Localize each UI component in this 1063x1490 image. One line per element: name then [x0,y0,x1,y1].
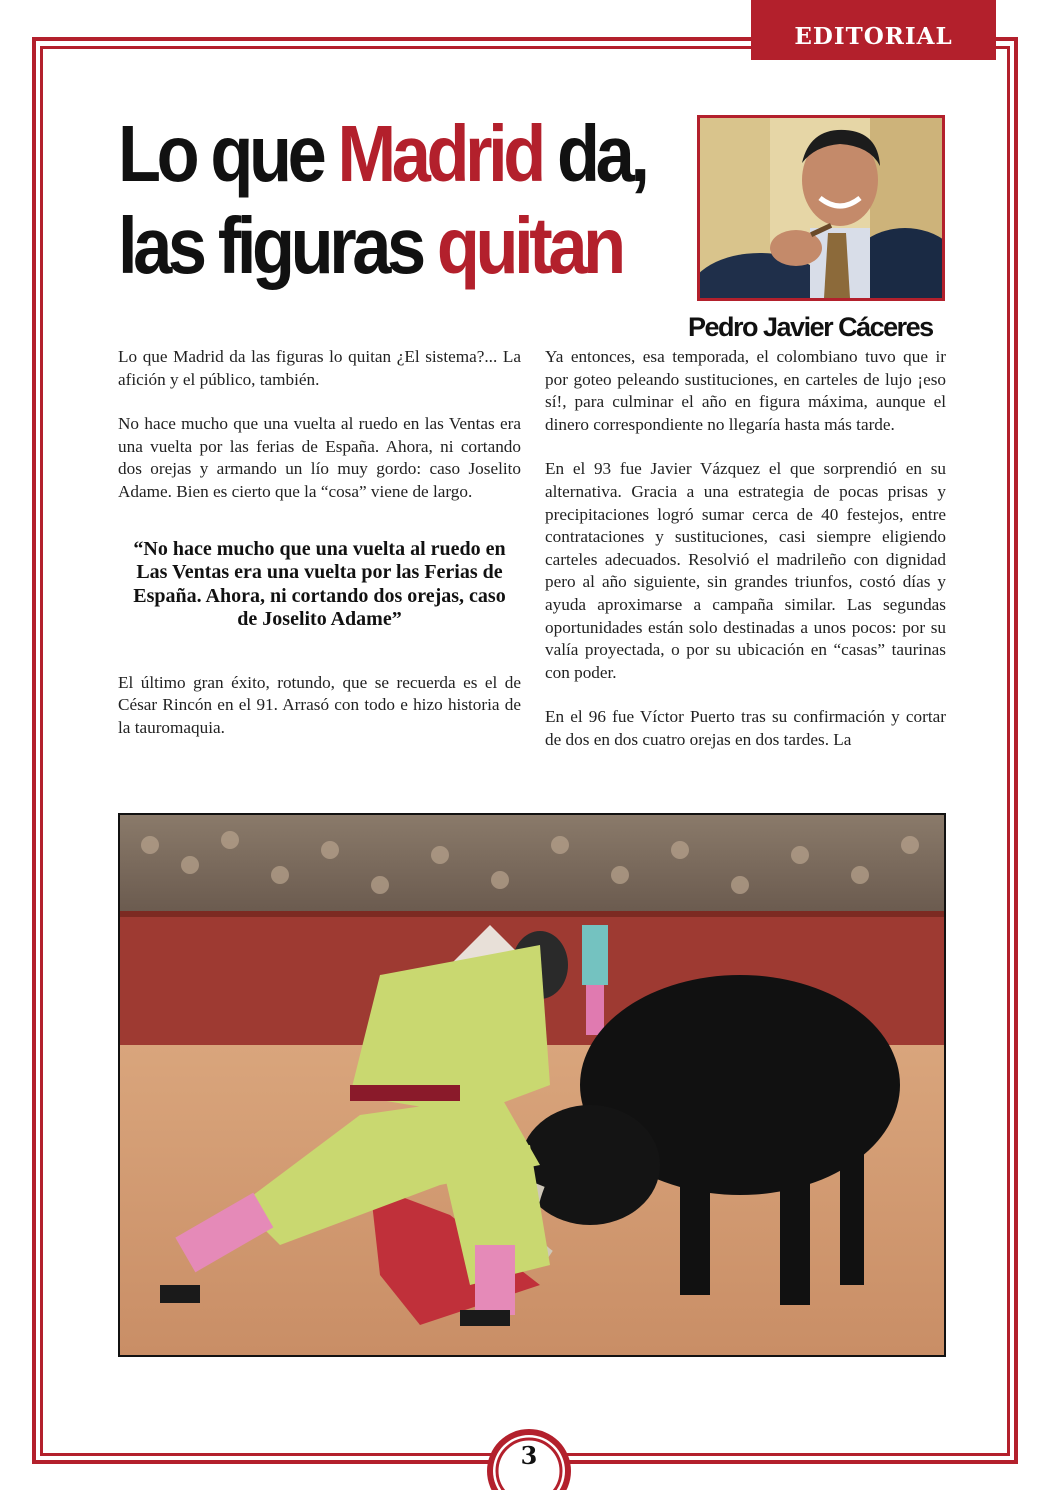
article-headline [118,108,646,292]
headline-text: Lo que [118,109,338,198]
author-photo [697,115,945,301]
paragraph: En el 93 fue Javier Vázquez el que sorprendió en su alternativa. Gracia a una estrategia de pocas prisas y precipitaciones logró sumar cerca de 40 festejos, entre contrataciones y sustituciones, casi siempre eligiendo carteles adecuados. Resolvió el madrileño con dignidad pero al año siguiente, sin grandes triunfos, costó días y ayuda aproximarse a campaña similar. Las segundas oportunidades están solo destinadas a unos pocos: por su valía proyectada, o por su ubicación en “casas” taurinas con poder. [545,459,946,682]
paragraph: Lo que Madrid da las figuras lo quitan ¿El sistema?... La afición y el público, también. [118,347,521,389]
paragraph: No hace mucho que una vuelta al ruedo en las Ventas era una vuelta por las ferias de España. Ahora, ni cortando dos orejas y armando un lío muy gordo: caso Joselito Adame. Bien es cierto que la “cosa” viene de largo. [118,414,521,501]
section-label: EDITORIAL [794,22,953,50]
headline-highlight: quitan [436,201,622,290]
article-column-left [118,346,521,761]
paragraph: Ya entonces, esa temporada, el colombiano tuvo que ir por goteo peleando sustituciones, en carteles de lujo ¡eso sí!, para culminar el año en figura máxima, aunque el dinero correspondiente no llegaría hasta más tarde. [545,347,946,434]
headline-highlight: Madrid [337,109,542,198]
bullfight-photo [118,813,946,1357]
section-tab [751,0,996,60]
page-number: 3 [520,1441,538,1470]
author-name: Pedro Javier Cáceres [688,312,933,342]
article-column-right [545,346,946,774]
pull-quote: “No hace mucho que una vuelta al ruedo en Las Ventas era una vuelta por las Ferias de España. Ahora, ni cortando dos orejas, caso de Joselito Adame” [133,537,506,631]
headline-text: da, [541,109,646,198]
headline-text: las figuras [118,201,437,290]
paragraph: El último gran éxito, rotundo, que se recuerda es el de César Rincón en el 91. Arrasó con todo e hizo historia de la tauromaquia. [118,672,521,737]
paragraph: En el 96 fue Víctor Puerto tras su confirmación y cortar de dos en dos cuatro orejas en dos tardes. La [545,707,946,749]
